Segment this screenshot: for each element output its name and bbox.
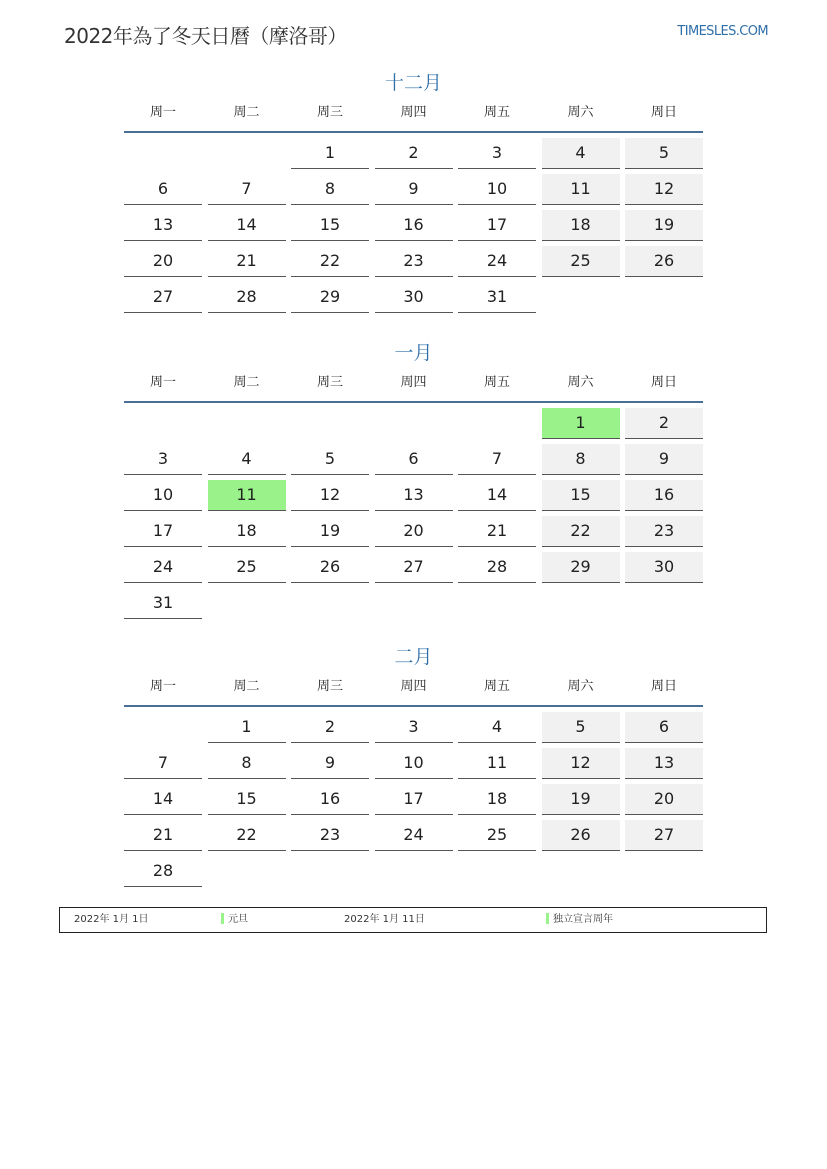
page-title: 2022年為了冬天日曆（摩洛哥）	[64, 24, 347, 48]
empty-day-cell	[124, 138, 202, 168]
month-title: 二月	[394, 646, 433, 668]
day-cell[interactable]: 1	[291, 138, 369, 169]
month-title: 十二月	[384, 72, 442, 94]
day-cell[interactable]: 16	[625, 480, 703, 511]
weekday-label: 周四	[400, 375, 427, 390]
day-cell[interactable]: 14	[458, 480, 536, 511]
day-cell[interactable]: 5	[291, 444, 369, 475]
weekday-label: 周二	[233, 679, 260, 694]
weekday-label: 周日	[650, 679, 677, 694]
weekday-header	[124, 368, 703, 398]
empty-day-cell	[291, 408, 369, 438]
weekday-label: 周日	[650, 375, 677, 390]
day-cell[interactable]: 25	[458, 820, 536, 851]
day-cell[interactable]: 17	[375, 784, 453, 815]
legend-holiday-2	[546, 908, 613, 932]
week-row	[124, 856, 703, 887]
header-divider	[124, 131, 703, 133]
weekday-label: 周四	[400, 679, 427, 694]
week-row	[124, 408, 703, 439]
day-cell[interactable]: 4	[542, 138, 620, 169]
day-cell[interactable]: 25	[208, 552, 286, 583]
legend-date-1: 2022年 1月 1日	[74, 914, 149, 925]
weekday-header	[124, 98, 703, 128]
day-cell[interactable]: 28	[208, 282, 286, 313]
week-row	[124, 552, 703, 583]
day-cell[interactable]: 20	[375, 516, 453, 547]
day-cell[interactable]: 28	[458, 552, 536, 583]
day-cell[interactable]: 15	[291, 210, 369, 241]
week-row	[124, 712, 703, 743]
day-cell[interactable]: 4	[458, 712, 536, 743]
day-cell[interactable]: 21	[458, 516, 536, 547]
day-cell[interactable]: 24	[124, 552, 202, 583]
day-cell[interactable]: 31	[124, 588, 202, 619]
empty-day-cell	[375, 856, 453, 886]
week-row	[124, 210, 703, 241]
weekday-label: 周五	[483, 679, 510, 694]
day-cell[interactable]: 10	[124, 480, 202, 511]
holiday-legend	[59, 907, 767, 933]
empty-day-cell	[124, 712, 202, 742]
month-block	[124, 338, 703, 624]
weekday-label: 周五	[483, 105, 510, 120]
empty-day-cell	[542, 588, 620, 618]
day-cell[interactable]: 28	[124, 856, 202, 887]
day-cell[interactable]: 21	[208, 246, 286, 277]
day-cell[interactable]: 21	[124, 820, 202, 851]
month-block	[124, 642, 703, 892]
empty-day-cell	[124, 408, 202, 438]
weekday-label: 周日	[650, 105, 677, 120]
month-block	[124, 68, 703, 318]
week-row	[124, 748, 703, 779]
day-cell[interactable]: 19	[542, 784, 620, 815]
weekday-label: 周一	[149, 105, 176, 120]
day-cell[interactable]: 12	[625, 174, 703, 205]
empty-day-cell	[291, 588, 369, 618]
day-cell[interactable]: 26	[625, 246, 703, 277]
day-cell[interactable]: 27	[625, 820, 703, 851]
day-cell[interactable]: 19	[625, 210, 703, 241]
day-cell[interactable]: 9	[375, 174, 453, 205]
empty-day-cell	[208, 856, 286, 886]
empty-day-cell	[542, 282, 620, 312]
empty-day-cell	[375, 588, 453, 618]
day-cell[interactable]: 12	[291, 480, 369, 511]
holiday-color-mark	[546, 913, 549, 924]
weekday-label: 周三	[316, 375, 343, 390]
day-cell[interactable]: 31	[458, 282, 536, 313]
header-divider	[124, 705, 703, 707]
day-cell[interactable]: 7	[458, 444, 536, 475]
day-cell[interactable]: 18	[208, 516, 286, 547]
day-cell[interactable]: 15	[542, 480, 620, 511]
day-cell[interactable]: 23	[291, 820, 369, 851]
day-cell[interactable]: 22	[542, 516, 620, 547]
day-cell[interactable]: 18	[458, 784, 536, 815]
weekday-label: 周四	[400, 105, 427, 120]
day-cell[interactable]: 30	[625, 552, 703, 583]
day-cell[interactable]: 16	[291, 784, 369, 815]
day-cell[interactable]: 9	[291, 748, 369, 779]
empty-day-cell	[625, 588, 703, 618]
day-cell[interactable]: 13	[124, 210, 202, 241]
day-cell[interactable]: 3	[375, 712, 453, 743]
day-cell[interactable]: 23	[625, 516, 703, 547]
day-cell[interactable]: 17	[124, 516, 202, 547]
empty-day-cell	[458, 588, 536, 618]
day-cell[interactable]: 29	[542, 552, 620, 583]
week-row	[124, 282, 703, 313]
day-cell[interactable]: 2	[291, 712, 369, 743]
empty-day-cell	[625, 856, 703, 886]
empty-day-cell	[208, 588, 286, 618]
day-cell[interactable]: 30	[375, 282, 453, 313]
month-title: 一月	[394, 342, 433, 364]
day-cell[interactable]: 3	[124, 444, 202, 475]
day-cell[interactable]: 27	[124, 282, 202, 313]
week-row	[124, 174, 703, 205]
holiday-day-cell[interactable]: 1	[542, 408, 620, 439]
day-cell[interactable]: 4	[208, 444, 286, 475]
weekday-label: 周二	[233, 105, 260, 120]
empty-day-cell	[208, 408, 286, 438]
week-row	[124, 480, 703, 511]
day-cell[interactable]: 3	[458, 138, 536, 169]
legend-date-2: 2022年 1月 11日	[344, 914, 425, 925]
empty-day-cell	[375, 408, 453, 438]
day-cell[interactable]: 14	[208, 210, 286, 241]
day-cell[interactable]: 12	[542, 748, 620, 779]
weekday-label: 周六	[567, 679, 594, 694]
day-cell[interactable]: 8	[291, 174, 369, 205]
day-cell[interactable]: 29	[291, 282, 369, 313]
day-cell[interactable]: 7	[124, 748, 202, 779]
day-cell[interactable]: 6	[375, 444, 453, 475]
day-cell[interactable]: 10	[375, 748, 453, 779]
day-cell[interactable]: 13	[625, 748, 703, 779]
day-cell[interactable]: 22	[208, 820, 286, 851]
day-cell[interactable]: 5	[542, 712, 620, 743]
weekday-label: 周一	[149, 679, 176, 694]
day-cell[interactable]: 6	[625, 712, 703, 743]
day-cell[interactable]: 26	[542, 820, 620, 851]
day-cell[interactable]: 24	[458, 246, 536, 277]
day-cell[interactable]: 14	[124, 784, 202, 815]
day-cell[interactable]: 15	[208, 784, 286, 815]
day-cell[interactable]: 20	[625, 784, 703, 815]
weekday-label: 周六	[567, 375, 594, 390]
day-cell[interactable]: 25	[542, 246, 620, 277]
day-cell[interactable]: 6	[124, 174, 202, 205]
day-cell[interactable]: 20	[124, 246, 202, 277]
empty-day-cell	[458, 408, 536, 438]
legend-holiday-2-name: 独立宣言周年	[553, 914, 613, 925]
day-cell[interactable]: 24	[375, 820, 453, 851]
week-row	[124, 444, 703, 475]
week-row	[124, 588, 703, 619]
day-cell[interactable]: 7	[208, 174, 286, 205]
week-row	[124, 516, 703, 547]
empty-day-cell	[458, 856, 536, 886]
header-divider	[124, 401, 703, 403]
weekday-label: 周五	[483, 375, 510, 390]
weekday-label: 周三	[316, 679, 343, 694]
day-cell[interactable]: 8	[208, 748, 286, 779]
day-cell[interactable]: 19	[291, 516, 369, 547]
empty-day-cell	[625, 282, 703, 312]
week-row	[124, 246, 703, 277]
week-row	[124, 820, 703, 851]
legend-holiday-1	[221, 908, 248, 932]
empty-day-cell	[208, 138, 286, 168]
weekday-label: 周三	[316, 105, 343, 120]
day-cell[interactable]: 10	[458, 174, 536, 205]
weekday-label: 周一	[149, 375, 176, 390]
legend-holiday-1-name: 元旦	[228, 914, 248, 925]
day-cell[interactable]: 11	[542, 174, 620, 205]
week-row	[124, 784, 703, 815]
week-row	[124, 138, 703, 169]
day-cell[interactable]: 22	[291, 246, 369, 277]
day-cell[interactable]: 2	[625, 408, 703, 439]
day-cell[interactable]: 1	[208, 712, 286, 743]
day-cell[interactable]: 8	[542, 444, 620, 475]
weekday-header	[124, 672, 703, 702]
empty-day-cell	[291, 856, 369, 886]
weekday-label: 周六	[567, 105, 594, 120]
holiday-day-cell[interactable]: 11	[208, 480, 286, 511]
weekday-label: 周二	[233, 375, 260, 390]
day-cell[interactable]: 13	[375, 480, 453, 511]
day-cell[interactable]: 27	[375, 552, 453, 583]
day-cell[interactable]: 2	[375, 138, 453, 169]
holiday-color-mark	[221, 913, 224, 924]
day-cell[interactable]: 18	[542, 210, 620, 241]
day-cell[interactable]: 17	[458, 210, 536, 241]
day-cell[interactable]: 5	[625, 138, 703, 169]
day-cell[interactable]: 26	[291, 552, 369, 583]
day-cell[interactable]: 16	[375, 210, 453, 241]
empty-day-cell	[542, 856, 620, 886]
site-link[interactable]: TIMESLES.COM	[677, 24, 768, 39]
day-cell[interactable]: 9	[625, 444, 703, 475]
day-cell[interactable]: 11	[458, 748, 536, 779]
day-cell[interactable]: 23	[375, 246, 453, 277]
